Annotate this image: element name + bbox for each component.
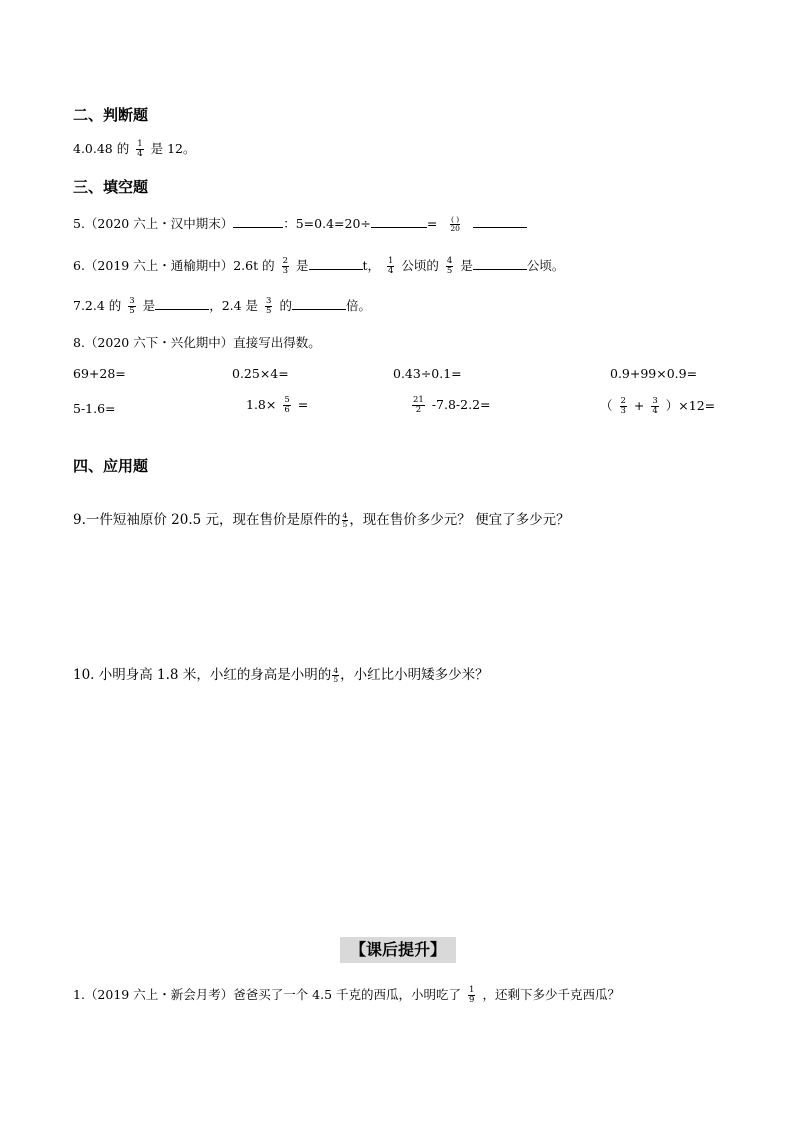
question-5 (73, 214, 527, 233)
q9-fraction: $\frac{4}{5}$ (342, 511, 348, 529)
q8-item-8-post: ）×12= (665, 398, 716, 413)
q8-item-1: 69+28= (73, 366, 126, 381)
q10-text-pre: 10. 小明身高 1.8 米，小红的身高是小明的 (73, 667, 332, 683)
q6-answer-blank-2[interactable] (473, 256, 527, 270)
q5-answer-blank-2[interactable] (371, 214, 427, 228)
q7-fraction-1: $\frac{3}{5}$ (129, 296, 135, 316)
q7-text-post: 倍。 (345, 298, 371, 313)
question-4 (73, 139, 196, 159)
question-7 (73, 296, 371, 316)
q5-text-pre: 5.（2020 六上・汉中期末） (73, 216, 234, 231)
q8-item-7-fraction: $\frac{21}{2}$ (413, 395, 424, 415)
q5-fraction: $\frac{( )}{20}$ (450, 215, 460, 233)
ac-q1-fraction: $\frac{1}{9}$ (469, 985, 475, 1005)
q6-text-mid4: 是 (460, 258, 473, 273)
q7-text-mid2: ，2.4 是 (209, 298, 259, 313)
q4-fraction: $\frac{1}{4}$ (137, 139, 143, 159)
q7-text-mid3: 的 (279, 298, 292, 313)
q8-item-7 (409, 396, 491, 415)
q4-text-post: 是 12。 (150, 141, 196, 156)
q6-text-mid3: 公顷的 (401, 258, 439, 273)
q8-item-8-fraction-1: $\frac{2}{3}$ (620, 396, 626, 416)
after-class-question-1 (73, 985, 620, 1005)
q6-text-pre: 6.（2019 六上・通榆期中）2.6t 的 (73, 258, 275, 273)
section-title-application: 四、应用题 (73, 457, 149, 475)
ac-q1-text-pre: 1.（2019 六上・新会月考）爸爸买了一个 4.5 千克的西瓜，小明吃了 (73, 987, 462, 1002)
q8-item-5: 5-1.6= (73, 401, 116, 416)
q7-fraction-2: $\frac{3}{5}$ (266, 296, 272, 316)
q4-text-pre: 4.0.48 的 (73, 141, 130, 156)
question-6 (73, 256, 564, 276)
q8-item-6 (246, 396, 308, 415)
question-8: 8.（2020 六下・兴化期中）直接写出得数。 (73, 335, 321, 350)
q8-item-8 (600, 396, 715, 416)
q8-item-6-post: = (297, 397, 309, 412)
q6-fraction-1: $\frac{2}{3}$ (282, 256, 288, 276)
q6-answer-blank-1[interactable] (309, 256, 363, 270)
section-title-fill-blank: 三、填空题 (73, 178, 149, 196)
q6-text-post: 公顷。 (526, 258, 565, 273)
q7-answer-blank-1[interactable] (155, 296, 209, 310)
q10-fraction: $\frac{4}{5}$ (333, 666, 339, 684)
q7-text-pre: 7.2.4 的 (73, 298, 122, 313)
question-9 (73, 508, 570, 529)
q6-fraction-3: $\frac{4}{5}$ (446, 256, 453, 276)
q8-item-3: 0.43÷0.1= (393, 366, 462, 381)
q6-fraction-2: $\frac{1}{4}$ (388, 256, 394, 276)
q6-text-mid2: t， (362, 258, 381, 273)
q8-item-8-open-paren: （ (600, 398, 613, 413)
q8-item-8-plus: + (633, 398, 645, 413)
q8-item-2: 0.25×4= (232, 366, 289, 381)
q10-text-post: ，小红比小明矮多少米？ (340, 667, 489, 683)
after-class-banner: 【课后提升】 (340, 937, 456, 963)
question-10 (73, 663, 489, 684)
q8-item-7-post: -7.8-2.2= (431, 397, 491, 412)
ac-q1-text-post: ，还剩下多少千克西瓜？ (482, 987, 620, 1002)
q6-text-mid1: 是 (295, 258, 309, 273)
q5-text-mid1: ：5=0.4=20÷ (283, 216, 371, 231)
q5-answer-blank-1[interactable] (233, 214, 283, 228)
q8-item-4: 0.9+99×0.9= (610, 366, 698, 381)
q7-answer-blank-2[interactable] (292, 296, 346, 310)
q9-text-post: ，现在售价多少元？ 便宜了多少元？ (349, 512, 570, 528)
q8-item-6-fraction: $\frac{5}{6}$ (284, 395, 290, 415)
q5-text-mid2: = (426, 216, 438, 231)
q9-text-pre: 9.一件短袖原价 20.5 元，现在售价是原件的 (73, 512, 341, 528)
q8-item-6-pre: 1.8× (246, 397, 277, 412)
q7-text-mid1: 是 (142, 298, 156, 313)
q5-answer-blank-3[interactable] (473, 214, 527, 228)
q8-item-8-fraction-2: $\frac{3}{4}$ (652, 396, 658, 416)
section-title-judgment: 二、判断题 (73, 106, 149, 124)
